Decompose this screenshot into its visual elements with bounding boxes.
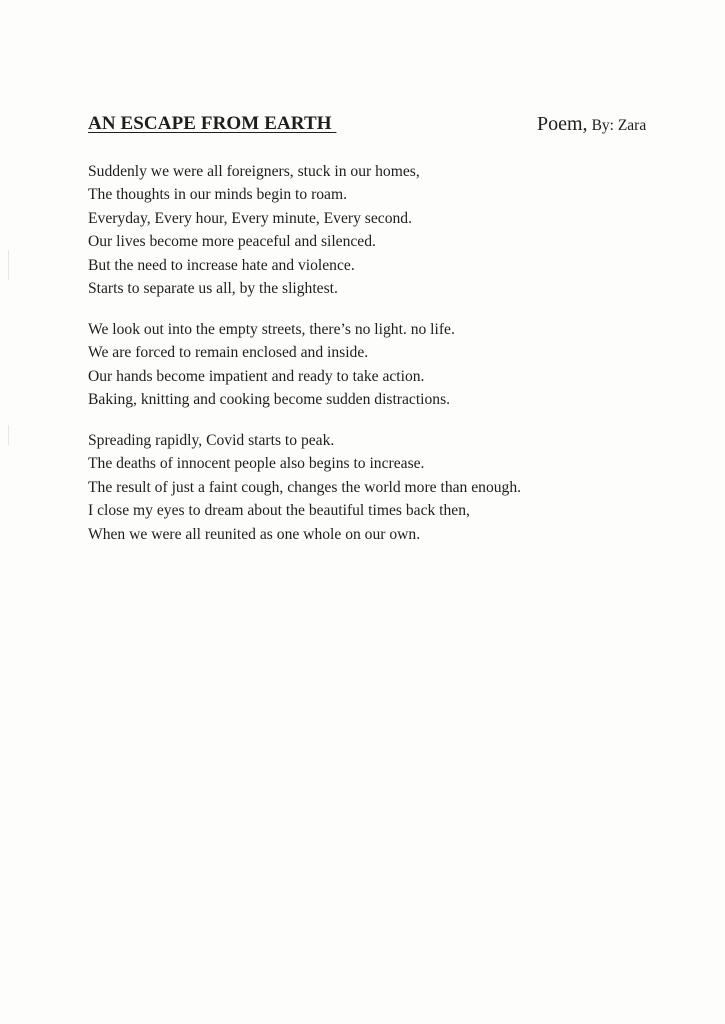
poem-line: Baking, knitting and cooking become sudden distractions.	[88, 391, 451, 409]
poem-line: When we were all reunited as one whole on our own.	[88, 525, 421, 543]
poem-line: The deaths of innocent people also begins to increase.	[88, 455, 425, 473]
stanza-3	[88, 429, 521, 546]
poem-line: Our hands become impatient and ready to take action.	[88, 367, 425, 385]
scan-edge-mark	[8, 250, 9, 280]
poem-line: But the need to increase hate and violence.	[88, 256, 355, 274]
scan-edge-mark	[8, 425, 9, 445]
poem-line: We look out into the empty streets, there’s no light. no life.	[88, 321, 455, 338]
poem-line: We are forced to remain enclosed and inside.	[88, 344, 369, 362]
poem-line: I close my eyes to dream about the beautiful times back then,	[88, 502, 470, 520]
author-label: By: Zara	[591, 117, 647, 134]
poem-line: Spreading rapidly, Covid starts to peak.	[88, 432, 335, 449]
poem-line: Our lives become more peaceful and silenced.	[88, 233, 376, 251]
poem-line: The result of just a faint cough, changes the world more than enough.	[88, 478, 522, 496]
poem-title: AN ESCAPE FROM EARTH	[88, 113, 337, 134]
stanza-2	[88, 318, 455, 412]
poem-label: Poem,	[537, 113, 588, 135]
poem-line: Everyday, Every hour, Every minute, Every second.	[88, 209, 412, 227]
byline	[537, 113, 646, 136]
stanza-1	[88, 160, 420, 300]
poem-line: Starts to separate us all, by the slightest.	[88, 280, 338, 298]
poem-line: Suddenly we were all foreigners, stuck in our homes,	[88, 163, 420, 180]
poem-line: The thoughts in our minds begin to roam.	[88, 186, 348, 204]
